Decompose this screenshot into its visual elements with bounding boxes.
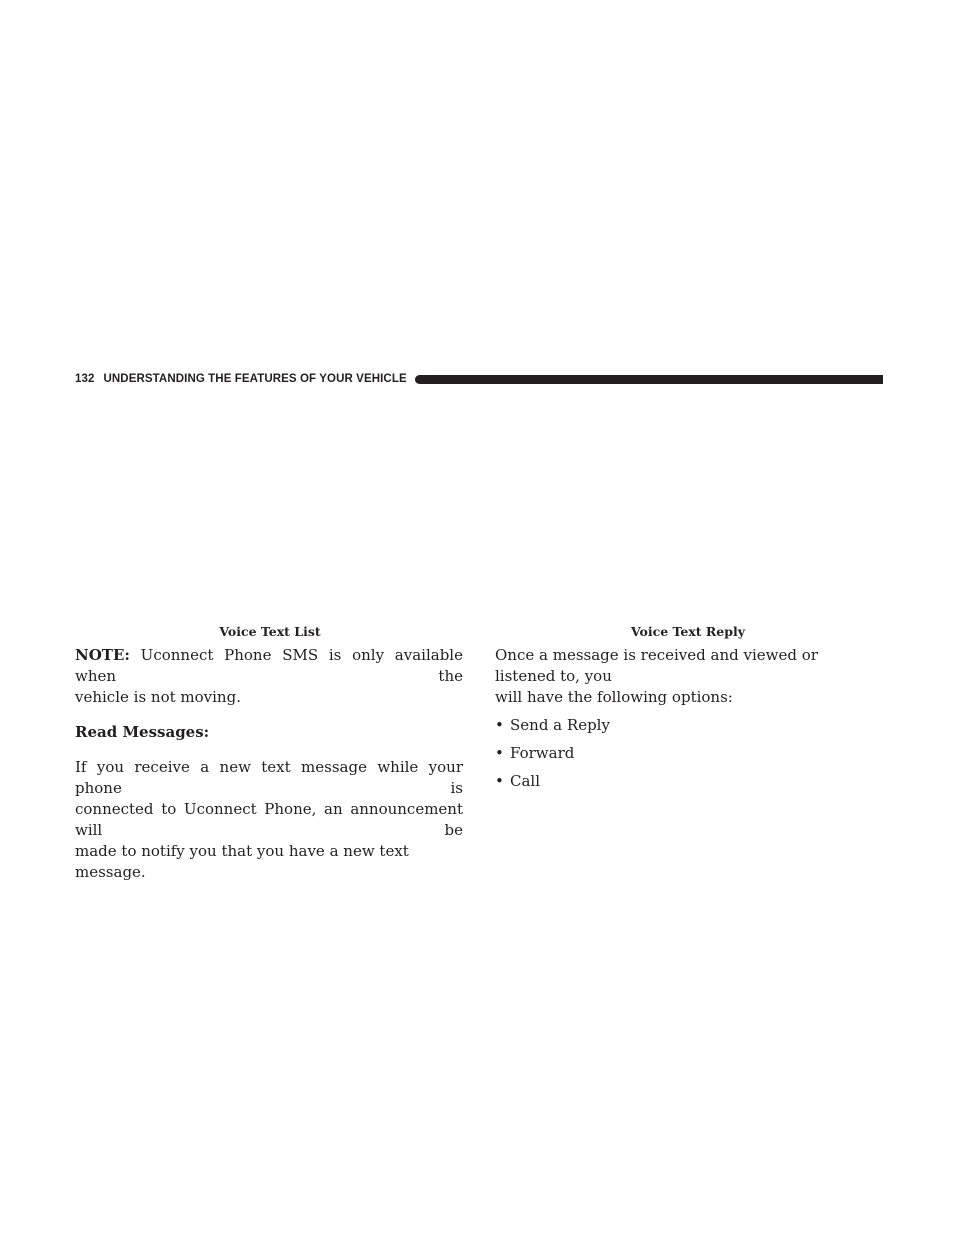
option-call: Call xyxy=(510,772,541,790)
bullet-icon: • xyxy=(495,744,504,762)
header-rule xyxy=(415,375,883,384)
note-line-2: vehicle is not moving. xyxy=(75,688,241,706)
caption-voice-text-list: Voice Text List xyxy=(219,624,321,639)
intro-line-2: will have the following options: xyxy=(495,688,733,706)
page-number: 132 xyxy=(75,373,95,385)
section-heading: Read Messages: xyxy=(75,723,210,741)
page-header xyxy=(75,371,883,387)
left-column xyxy=(75,645,463,883)
options-list xyxy=(495,715,883,792)
bullet-icon: • xyxy=(495,716,504,734)
list-item xyxy=(495,743,883,764)
section-title: UNDERSTANDING THE FEATURES OF YOUR VEHICLE xyxy=(103,373,407,385)
intro-line-1: Once a message is received and viewed or listened to, you xyxy=(495,646,818,685)
list-item xyxy=(495,771,883,792)
note-label: NOTE: xyxy=(75,646,130,664)
para-line-1: If you receive a new text message while your phone is xyxy=(75,758,463,797)
note-text-1: Uconnect Phone SMS is only available when the xyxy=(75,646,463,685)
note-line-1 xyxy=(75,645,463,687)
option-send-reply: Send a Reply xyxy=(510,716,610,734)
bullet-icon: • xyxy=(495,772,504,790)
para-line-2: connected to Uconnect Phone, an announcement will be xyxy=(75,800,463,839)
option-forward: Forward xyxy=(510,744,575,762)
caption-voice-text-reply: Voice Text Reply xyxy=(630,624,746,639)
list-item xyxy=(495,715,883,736)
para-line-3: made to notify you that you have a new text message. xyxy=(75,842,409,881)
right-column xyxy=(495,645,883,799)
